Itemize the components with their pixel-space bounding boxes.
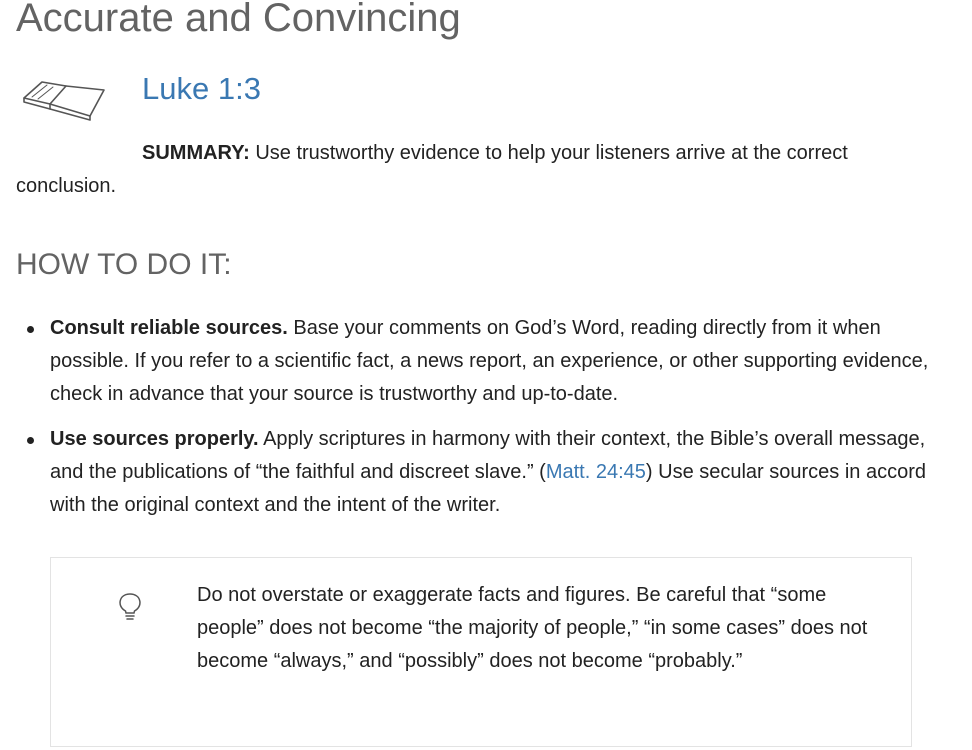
summary-text: Use trustworthy evidence to help your listeners arrive at the correct conclusion. xyxy=(16,142,848,197)
page-title: Accurate and Convincing xyxy=(16,0,461,40)
bullet-icon xyxy=(27,437,34,444)
list-item xyxy=(0,312,930,411)
how-to-list xyxy=(0,312,972,534)
tip-text-before-link: Apply scriptures in harmony with their context, the Bible’s overall message, and the publications of “the faithful and discreet slave.” ( xyxy=(50,428,926,483)
tip-title: Consult reliable sources. xyxy=(50,317,288,339)
scripture-link-matt[interactable]: Matt. 24:45 xyxy=(545,461,646,483)
tip-text-after-link: ) Use secular sources in accord with the original context and the intent of the writer. xyxy=(50,461,927,516)
scripture-reference-link[interactable]: Luke 1:3 xyxy=(142,71,261,106)
how-to-heading: HOW TO DO IT: xyxy=(16,248,232,281)
bullet-icon xyxy=(27,326,34,333)
list-item xyxy=(0,423,930,522)
summary-label: SUMMARY: xyxy=(142,142,250,164)
note-text: Do not overstate or exaggerate facts and figures. Be careful that “some people” does not become “the majority of people,” “in some cases” does not become “always,” and “possibly” does not become “probably.” xyxy=(197,584,868,672)
lightbulb-icon xyxy=(117,592,143,624)
open-book-icon xyxy=(20,76,110,124)
summary-paragraph xyxy=(16,137,916,203)
tip-title: Use sources properly. xyxy=(50,428,259,450)
tip-note-box xyxy=(50,557,912,747)
tip-text: Base your comments on God’s Word, reading directly from it when possible. If you refer to a scientific fact, a news report, an experience, or other supporting evidence, check in advance that your source is trustworthy and up-to-date. xyxy=(50,317,929,405)
